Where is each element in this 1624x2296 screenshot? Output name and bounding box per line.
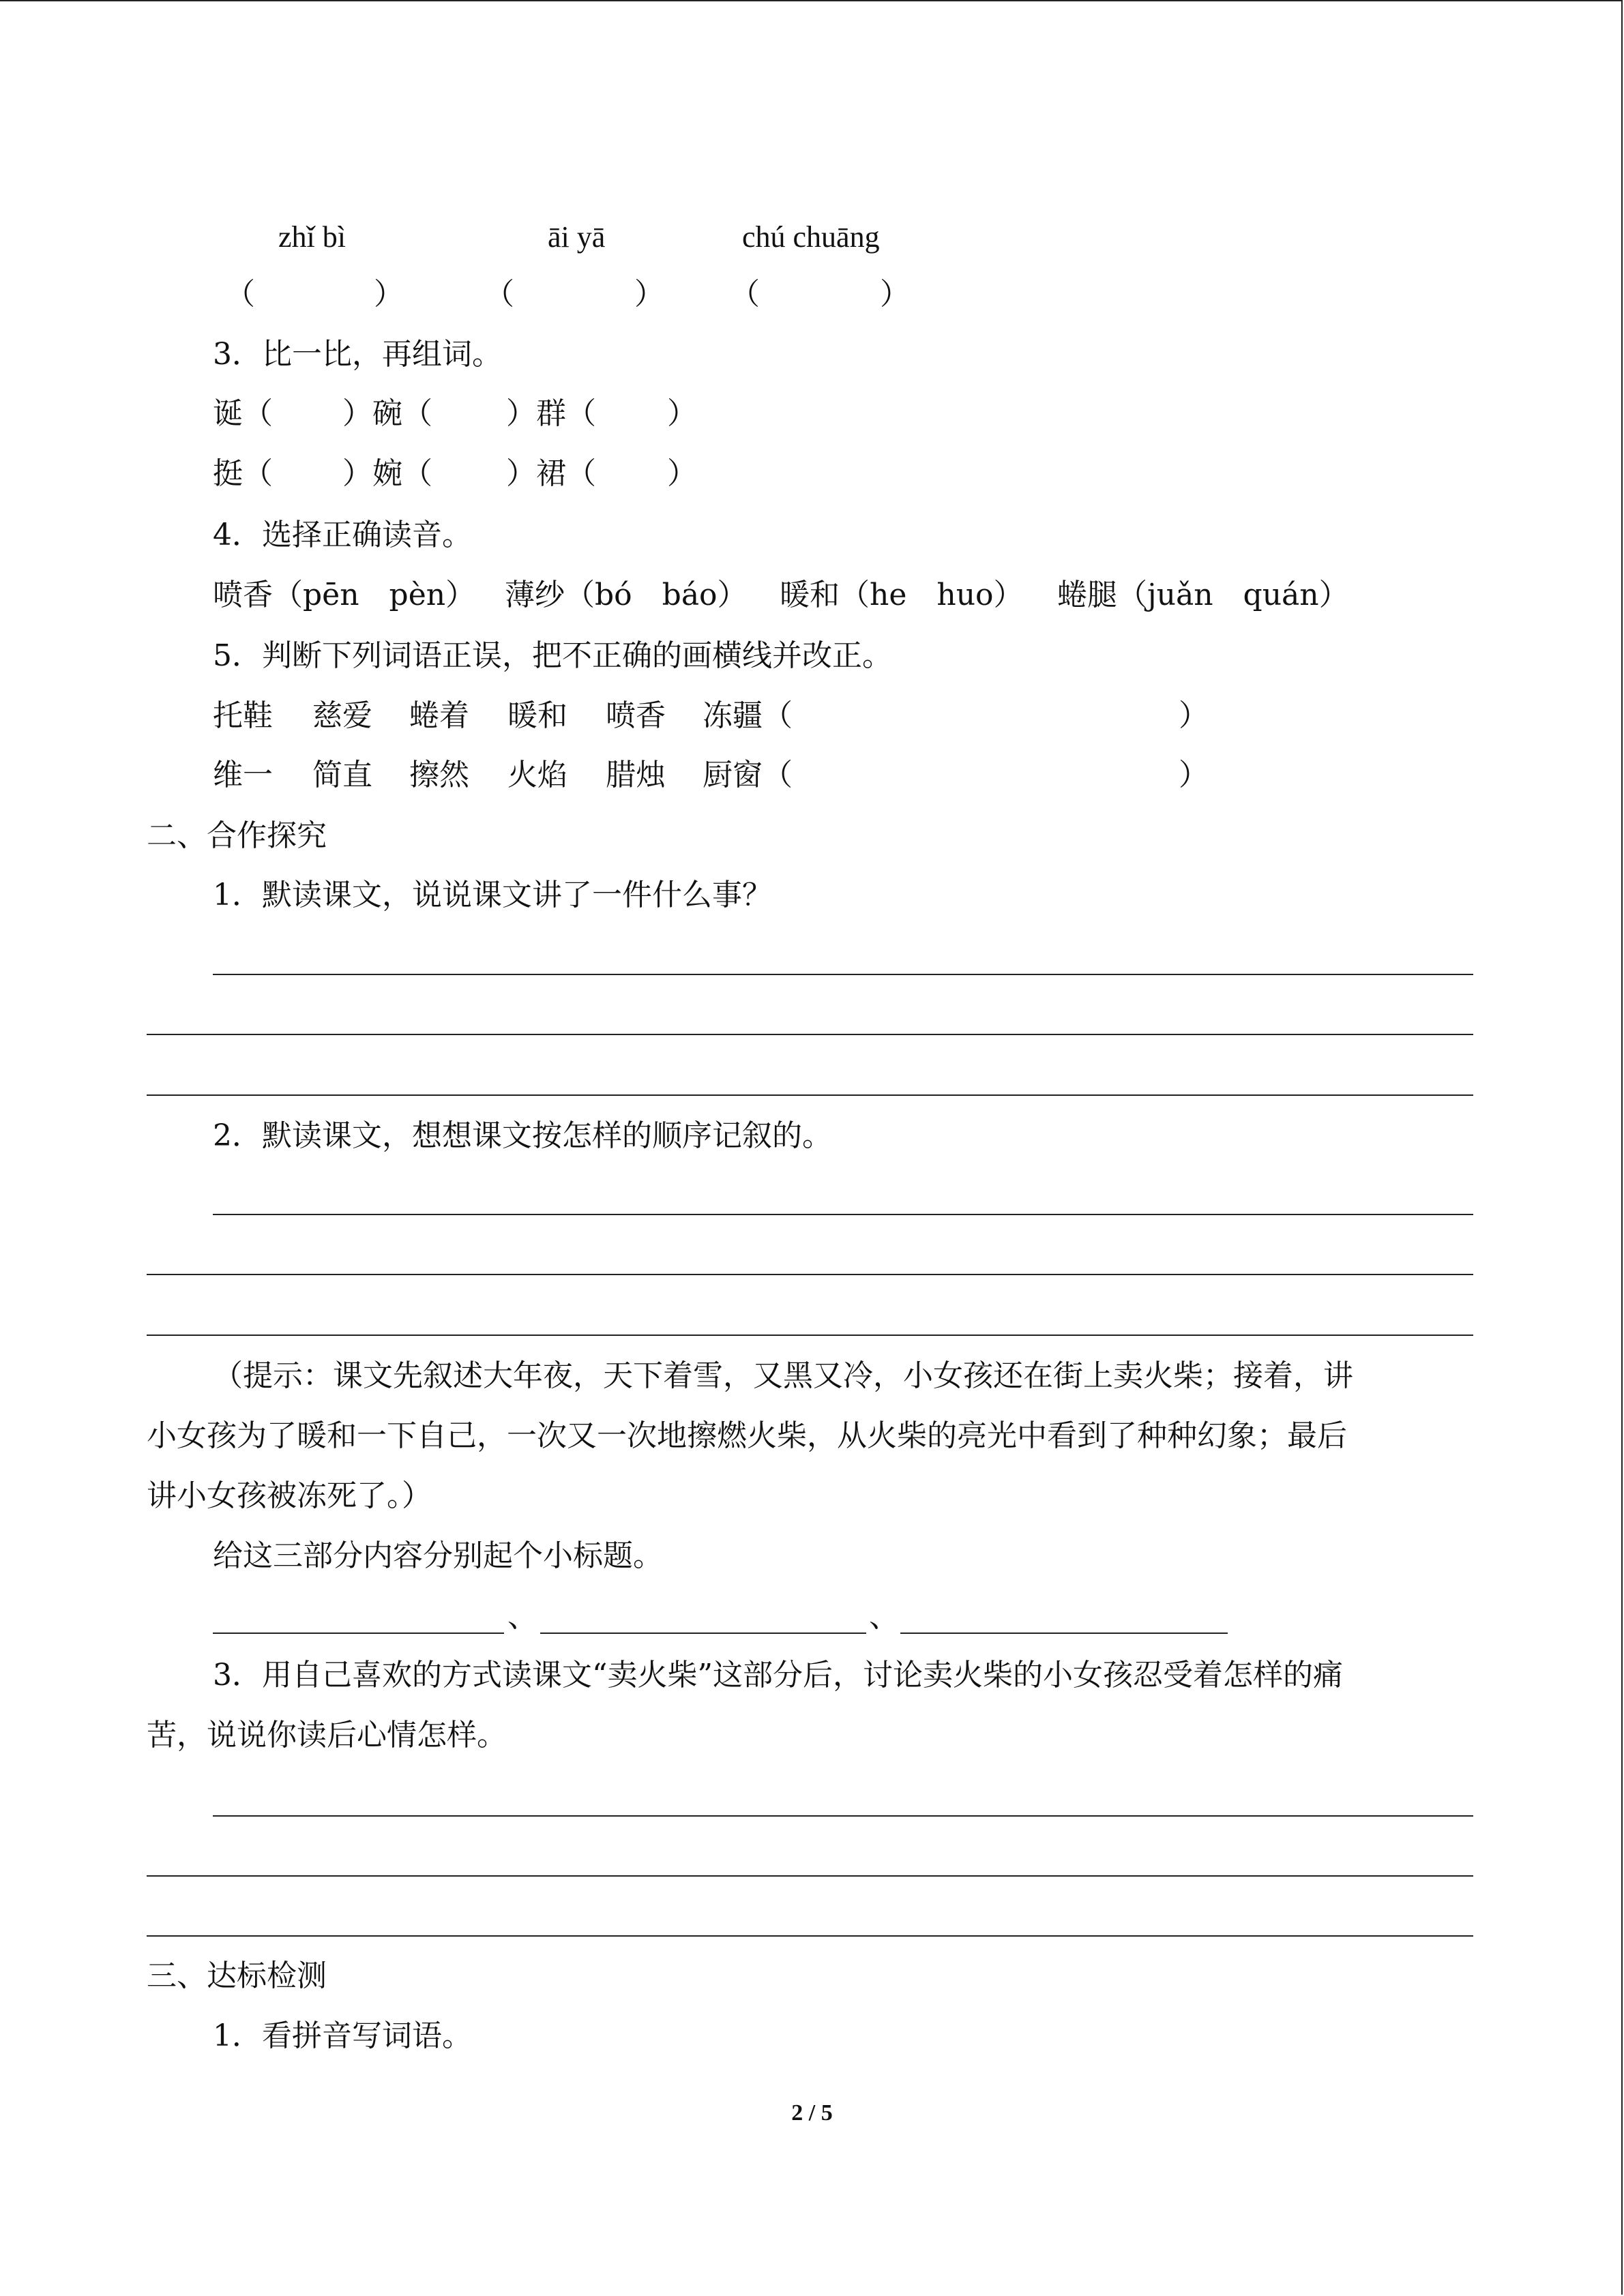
answer-line[interactable] xyxy=(147,1034,1473,1035)
q3-row2-d: ） xyxy=(667,456,697,491)
q3-row1-b: ）碗（ xyxy=(342,396,432,431)
section2-title: 二、合作探究 xyxy=(147,818,327,853)
q3-row1-d: ） xyxy=(667,396,697,431)
q3-row2-b: ）婉（ xyxy=(342,456,432,491)
hint-line-2: 小女孩为了暖和一下自己，一次又一次地擦燃火柴，从火柴的亮光中看到了种种幻象；最后 xyxy=(147,1418,1347,1453)
subtitle-blank-3[interactable] xyxy=(900,1632,1228,1634)
section3-title: 三、达标检测 xyxy=(147,1958,327,1993)
paren-open-1: （ xyxy=(225,277,255,312)
pinyin-3: chú chuāng xyxy=(742,220,880,254)
answer-line[interactable] xyxy=(147,1094,1473,1096)
paren-close-1: ） xyxy=(374,277,404,312)
answer-line[interactable] xyxy=(147,1335,1473,1336)
subtitle-separator-1: 、 xyxy=(507,1599,537,1634)
s2-q3-line-1: 3．用自己喜欢的方式读课文“卖火柴”这部分后，讨论卖火柴的小女孩忍受着怎样的痛 xyxy=(213,1658,1343,1693)
q3-row1-a: 诞（ xyxy=(213,396,273,431)
answer-line[interactable] xyxy=(147,1274,1473,1275)
subtitle-separator-2: 、 xyxy=(869,1599,899,1634)
paren-close-2: ） xyxy=(634,277,664,312)
q5-row2-w6: 厨窗（ xyxy=(703,758,793,792)
q5-title: 5．判断下列词语正误，把不正确的画横线并改正。 xyxy=(213,638,892,673)
page-number: 2 / 5 xyxy=(791,2100,833,2126)
q3-row1-c: ）群（ xyxy=(506,396,596,431)
q3-title: 3．比一比，再组词。 xyxy=(213,337,502,372)
subtitle-blank-1[interactable] xyxy=(213,1632,504,1634)
q4-item-1: 喷香（pēn pèn） xyxy=(213,578,476,612)
q4-item-2: 薄纱（bó báo） xyxy=(505,578,748,612)
paren-open-3: （ xyxy=(730,277,760,312)
q4-item-4: 蜷腿（juǎn quán） xyxy=(1057,578,1349,612)
q5-row1-w6: 冻疆（ xyxy=(703,698,793,733)
q3-row2-a: 挺（ xyxy=(213,456,273,491)
answer-line[interactable] xyxy=(213,974,1473,975)
hint-line-1: （提示：课文先叙述大年夜，天下着雪，又黑又冷，小女孩还在街上卖火柴；接着，讲 xyxy=(213,1358,1353,1393)
q5-row2-w4: 火焰 xyxy=(507,758,567,792)
s3-q1: 1．看拼音写词语。 xyxy=(213,2018,472,2053)
q5-row1-w3: 蜷着 xyxy=(409,698,469,733)
q5-row2-w3: 擦然 xyxy=(409,758,469,792)
subtitle-prompt: 给这三部分内容分别起个小标题。 xyxy=(213,1538,663,1573)
s2-q2: 2．默读课文，想想课文按怎样的顺序记叙的。 xyxy=(213,1118,832,1153)
s2-q1: 1．默读课文，说说课文讲了一件什么事？ xyxy=(213,878,772,912)
answer-line[interactable] xyxy=(213,1214,1473,1215)
q5-row2-w5: 腊烛 xyxy=(606,758,666,792)
q4-item-3: 暖和（he huo） xyxy=(780,578,1024,612)
answer-line[interactable] xyxy=(213,1815,1473,1817)
q5-row1-w4: 暖和 xyxy=(507,698,567,733)
q5-row2-close: ） xyxy=(1179,758,1209,792)
answer-line[interactable] xyxy=(147,1935,1473,1937)
q5-row1-w1: 托鞋 xyxy=(213,698,273,733)
paren-open-2: （ xyxy=(484,277,514,312)
hint-line-3: 讲小女孩被冻死了。） xyxy=(147,1478,432,1513)
answer-line[interactable] xyxy=(147,1875,1473,1877)
q5-row2-w2: 简直 xyxy=(312,758,372,792)
paren-close-3: ） xyxy=(880,277,910,312)
q5-row1-close: ） xyxy=(1179,698,1209,733)
pinyin-1: zhǐ bì xyxy=(278,220,346,254)
pinyin-2: āi yā xyxy=(548,220,606,254)
q3-row2-c: ）裙（ xyxy=(506,456,596,491)
q5-row2-w1: 维一 xyxy=(213,758,273,792)
q5-row1-w2: 慈爱 xyxy=(312,698,372,733)
q4-title: 4．选择正确读音。 xyxy=(213,518,472,552)
s2-q3-line-2: 苦，说说你读后心情怎样。 xyxy=(147,1718,507,1753)
subtitle-blank-2[interactable] xyxy=(540,1632,866,1634)
q5-row1-w5: 喷香 xyxy=(606,698,666,733)
